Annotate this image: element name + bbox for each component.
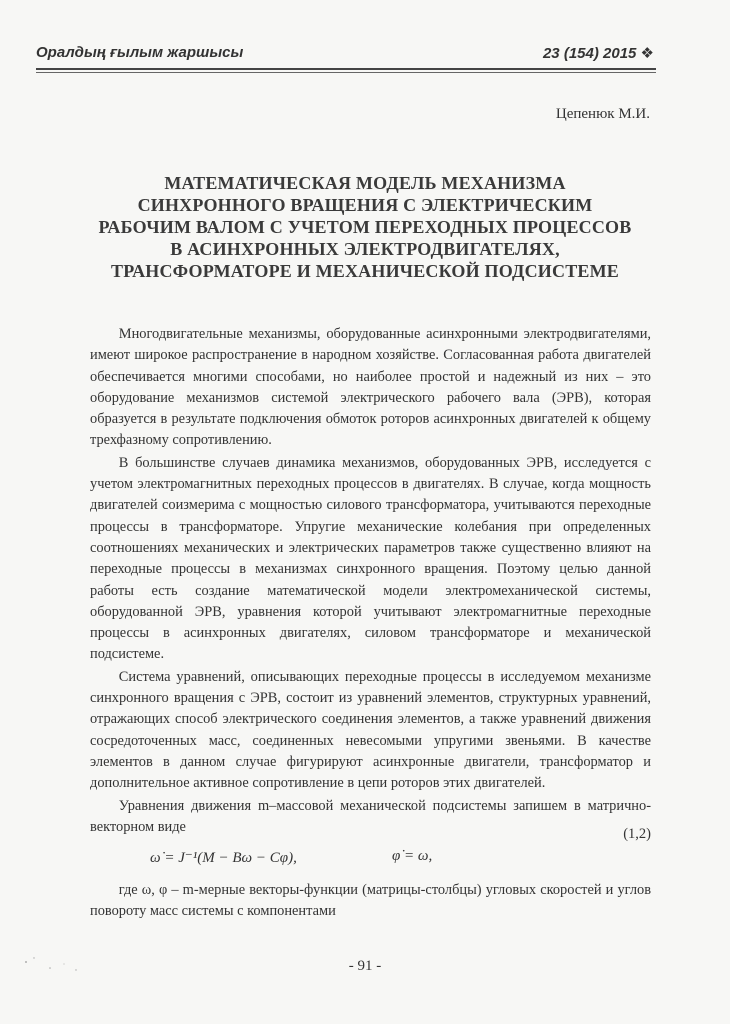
- equation-block: [90, 826, 651, 876]
- equation-number: (1,2): [623, 826, 651, 842]
- title-line: В АСИНХРОННЫХ ЭЛЕКТРОДВИГАТЕЛЯХ,: [170, 239, 560, 259]
- running-header: [36, 44, 654, 70]
- issue-number: 23 (154) 2015 ❖: [542, 45, 654, 62]
- title-line: МАТЕМАТИЧЕСКАЯ МОДЕЛЬ МЕХАНИЗМА: [164, 173, 566, 193]
- author-name: Цепенюк М.И.: [555, 106, 650, 122]
- title-line: РАБОЧИМ ВАЛОМ С УЧЕТОМ ПЕРЕХОДНЫХ ПРОЦЕССОВ: [98, 217, 632, 237]
- paragraph: В большинстве случаев динамика механизмов, оборудованных ЭРВ, исследуется с учетом электромагнитных переходных процессов в двигателях. В случае, когда мощность двигателей соизмерима с мощностью силового трансформатора, учитываются переходные процессы в трансформаторе. Упругие механические колебания при определенных соотношениях механических и электрических параметров также существенно влияют на переходные процессы в механизмах синхронного вращения. Поэтому целью данной работы есть создание математической модели электромеханической системы, оборудованной ЭРВ, уравнения которой учитывают электромагнитные переходные процессы в асинхронных двигателях, силовом трансформаторе и механической подсистеме.: [90, 454, 651, 663]
- title-line: ТРАНСФОРМАТОРЕ И МЕХАНИЧЕСКОЙ ПОДСИСТЕМЕ: [110, 261, 620, 281]
- paragraph-after-formula: где ω, φ – m-мерные векторы-функции (матрицы-столбцы) угловых скоростей и углов повороту масс системы с компонентами: [90, 882, 651, 919]
- paragraph: Многодвигательные механизмы, оборудованные асинхронными электродвигателями, имеют широкое распространение в народном хозяйстве. Согласованная работа двигателей обеспечивается многими способами, но наиболее простой и надежный из них – это оборудование механизмов системой электрического рабочего вала (ЭРВ), которая образуется в результате подключения обмоток роторов асинхронных двигателей к общему трехфазному сопротивлению.: [90, 326, 651, 449]
- scan-specks: [20, 950, 100, 980]
- paragraph: Система уравнений, описывающих переходные процессы в исследуемом механизме синхронного вращения с ЭРВ, состоит из уравнений элементов, структурных уравнений, отражающих способ электрического соединения элементов, а также уравнений движения сосредоточенных масс, соединенных невесомыми упругими звеньями. В качестве элементов в данном случае фигурируют асинхронные двигатели, трансформатор и дополнительное активное сопротивление в цепи роторов этих двигателей.: [90, 668, 651, 792]
- paragraph: Уравнения движения m–массовой механической подсистемы запишем в матрично-векторном виде: [90, 797, 651, 835]
- page-number: - 91 -: [348, 958, 382, 974]
- article-body: [90, 324, 651, 838]
- article-title: [60, 172, 670, 282]
- equation-phi: φ̇ = ω,: [392, 848, 433, 864]
- title-line: СИНХРОННОГО ВРАЩЕНИЯ С ЭЛЕКТРИЧЕСКИМ: [137, 195, 593, 215]
- equation-omega: ω̇ = J⁻¹(M − Bω − Cφ),: [150, 850, 297, 866]
- header-rule: [36, 68, 656, 73]
- journal-name: Оралдың ғылым жаршысы: [36, 44, 244, 61]
